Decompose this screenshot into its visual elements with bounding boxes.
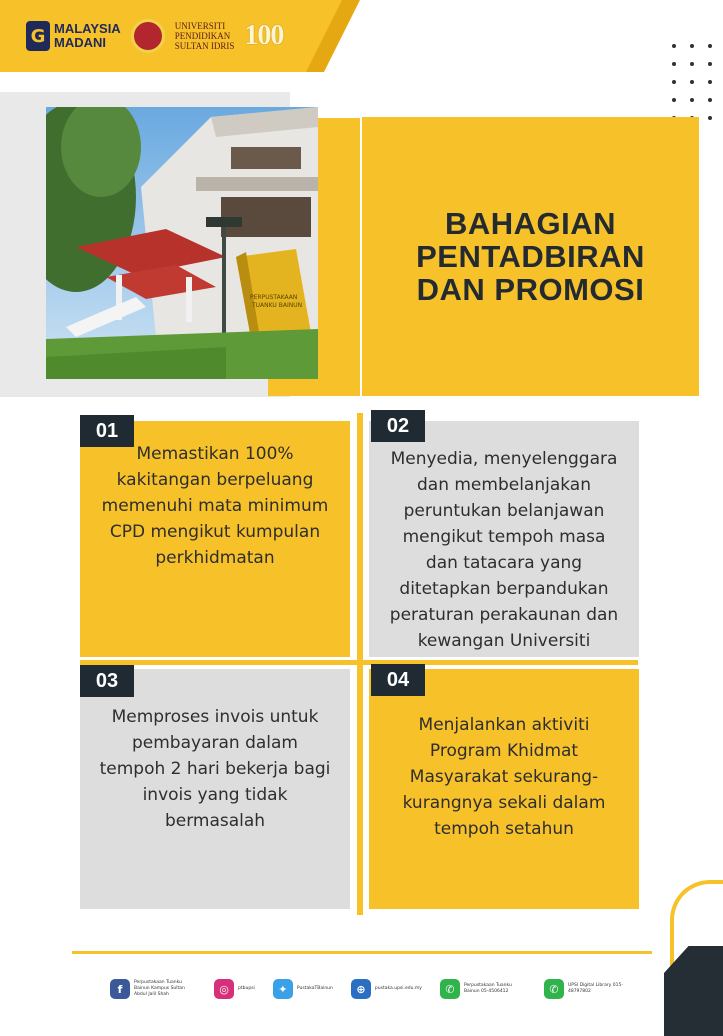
item-02-badge: 02 bbox=[371, 410, 425, 442]
dot bbox=[708, 80, 712, 84]
dot bbox=[672, 44, 676, 48]
madani-text bbox=[54, 22, 121, 50]
dot bbox=[690, 98, 694, 102]
website-link[interactable] bbox=[351, 979, 422, 999]
item-04-badge: 04 bbox=[371, 664, 425, 696]
item-box-03 bbox=[80, 669, 350, 909]
library-photo-illustration bbox=[46, 107, 318, 379]
malaysia-madani-logo bbox=[26, 21, 121, 51]
phone-link[interactable] bbox=[440, 979, 526, 999]
dot bbox=[672, 80, 676, 84]
item-03-text: Memproses invois untuk pembayaran dalam tempoh 2 hari bekerja bagi invois yang tidak bermasalah bbox=[99, 707, 331, 831]
upsi-line-3: SULTAN IDRIS bbox=[174, 41, 235, 51]
page-title bbox=[416, 207, 645, 306]
facebook-icon: f bbox=[110, 979, 130, 999]
madani-line-1: MALAYSIA bbox=[54, 21, 121, 36]
horizontal-divider bbox=[80, 660, 638, 665]
dot bbox=[690, 80, 694, 84]
dot bbox=[708, 62, 712, 66]
instagram-icon: ◎ bbox=[214, 979, 234, 999]
title-line-3: DAN PROMOSI bbox=[416, 272, 645, 307]
facebook-text: Perpustakaan Tuanku Bainun Kampus Sultan Abdul Jalil Shah bbox=[134, 980, 185, 997]
digital-library-link[interactable] bbox=[544, 979, 630, 999]
item-03-badge: 03 bbox=[80, 665, 134, 697]
whatsapp-icon: ✆ bbox=[440, 979, 460, 999]
title-line-1: BAHAGIAN bbox=[444, 206, 617, 241]
upsi-line-1: UNIVERSITI bbox=[174, 21, 226, 31]
dot bbox=[690, 62, 694, 66]
instagram-text: ptbupsi bbox=[238, 986, 255, 991]
sign-text-1: PERPUSTAKAAN bbox=[250, 294, 298, 301]
twitter-link[interactable] bbox=[273, 979, 333, 999]
item-box-01 bbox=[80, 421, 350, 657]
upsi-logo-text bbox=[175, 21, 235, 51]
upsi-seal-icon bbox=[131, 19, 165, 53]
dot bbox=[708, 44, 712, 48]
twitter-text: PustakaTBainun bbox=[296, 986, 333, 991]
digital-library-text: UPSI Digital Library 015-48797802 bbox=[567, 983, 623, 994]
item-01-badge: 01 bbox=[80, 415, 134, 447]
website-text: pustaka.upsi.edu.my bbox=[374, 986, 422, 991]
item-box-04 bbox=[369, 669, 639, 909]
globe-icon: ⊕ bbox=[351, 979, 371, 999]
madani-mark-icon: G bbox=[26, 21, 50, 51]
dot bbox=[708, 116, 712, 120]
sign-text-2: TUANKU BAINUN bbox=[252, 302, 303, 309]
footer-contacts bbox=[110, 976, 630, 1002]
title-panel bbox=[362, 117, 699, 396]
dot bbox=[690, 44, 694, 48]
dot bbox=[708, 98, 712, 102]
twitter-icon: ✦ bbox=[273, 979, 293, 999]
item-box-02 bbox=[369, 421, 639, 657]
madani-line-2: MADANI bbox=[54, 35, 106, 50]
dot bbox=[672, 98, 676, 102]
item-04-text: Menjalankan aktiviti Program Khidmat Masyarakat sekurang-kurangnya sekali dalam tempoh setahun bbox=[402, 715, 606, 839]
facebook-link[interactable] bbox=[110, 979, 196, 999]
footer-divider bbox=[72, 951, 652, 954]
centenary-logo: 100 bbox=[244, 20, 284, 51]
dot bbox=[672, 62, 676, 66]
title-line-2: PENTADBIRAN bbox=[416, 239, 645, 274]
item-01-text: Memastikan 100% kakitangan berpeluang memenuhi mata minimum CPD mengikut kumpulan perkhidmatan bbox=[101, 444, 329, 568]
item-02-text: Menyedia, menyelenggara dan membelanjakan peruntukan belanjawan mengikut tempoh masa dan tatacara yang ditetapkan berpandukan peraturan perakaunan dan kewangan Universiti bbox=[389, 449, 619, 651]
instagram-link[interactable] bbox=[214, 979, 255, 999]
upsi-line-2: PENDIDIKAN bbox=[174, 31, 231, 41]
whatsapp-icon: ✆ bbox=[544, 979, 564, 999]
phone-text: Perpustakaan Tuanku Bainun 05-4506412 bbox=[463, 983, 512, 994]
library-building-photo bbox=[46, 107, 318, 379]
header-logos bbox=[26, 14, 283, 58]
